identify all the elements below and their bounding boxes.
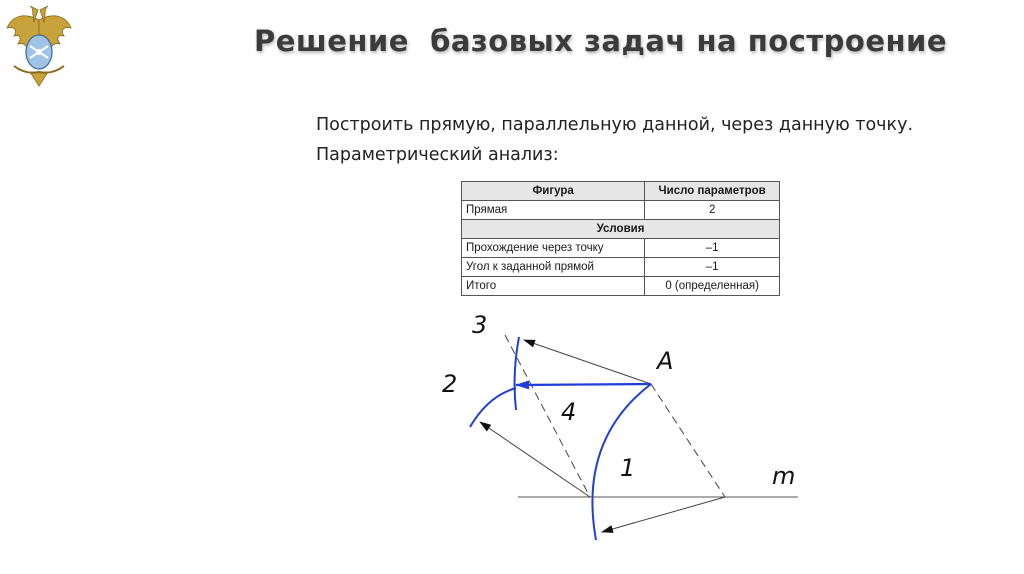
label-step-2: 2	[442, 370, 458, 398]
label-step-3: 3	[472, 311, 488, 339]
row-line-value: 2	[645, 201, 780, 220]
condition-2-value: –1	[645, 258, 780, 277]
total-name: Итого	[462, 277, 645, 296]
label-step-1: 1	[620, 454, 636, 482]
header-params: Число параметров	[645, 182, 780, 201]
label-line-m: m	[772, 462, 796, 490]
conditions-header: Условия	[462, 220, 780, 239]
arc-3	[515, 337, 519, 410]
condition-1-value: –1	[645, 239, 780, 258]
condition-1-name: Прохождение через точку	[462, 239, 645, 258]
solid-line-to-arc-1	[602, 497, 725, 532]
label-step-4: 4	[561, 398, 577, 426]
total-value: 0 (определенная)	[645, 277, 780, 296]
label-point-A: A	[657, 347, 674, 375]
solid-line-to-arc-2	[480, 422, 590, 497]
solid-line-to-arc-3	[524, 340, 651, 384]
condition-2-name: Угол к заданной прямой	[462, 258, 645, 277]
task-text: Построить прямую, параллельную данной, через данную точку. Параметрический анализ:	[316, 115, 914, 165]
arc-2	[470, 388, 516, 427]
parallel-line-result	[516, 384, 651, 385]
header-figure: Фигура	[462, 182, 645, 201]
dashed-line-through-intersections	[505, 335, 590, 497]
row-line-name: Прямая	[462, 201, 645, 220]
slide-title: Решение базовых задач на построение	[254, 24, 948, 58]
dashed-line-A-to-radius-end	[651, 384, 725, 497]
